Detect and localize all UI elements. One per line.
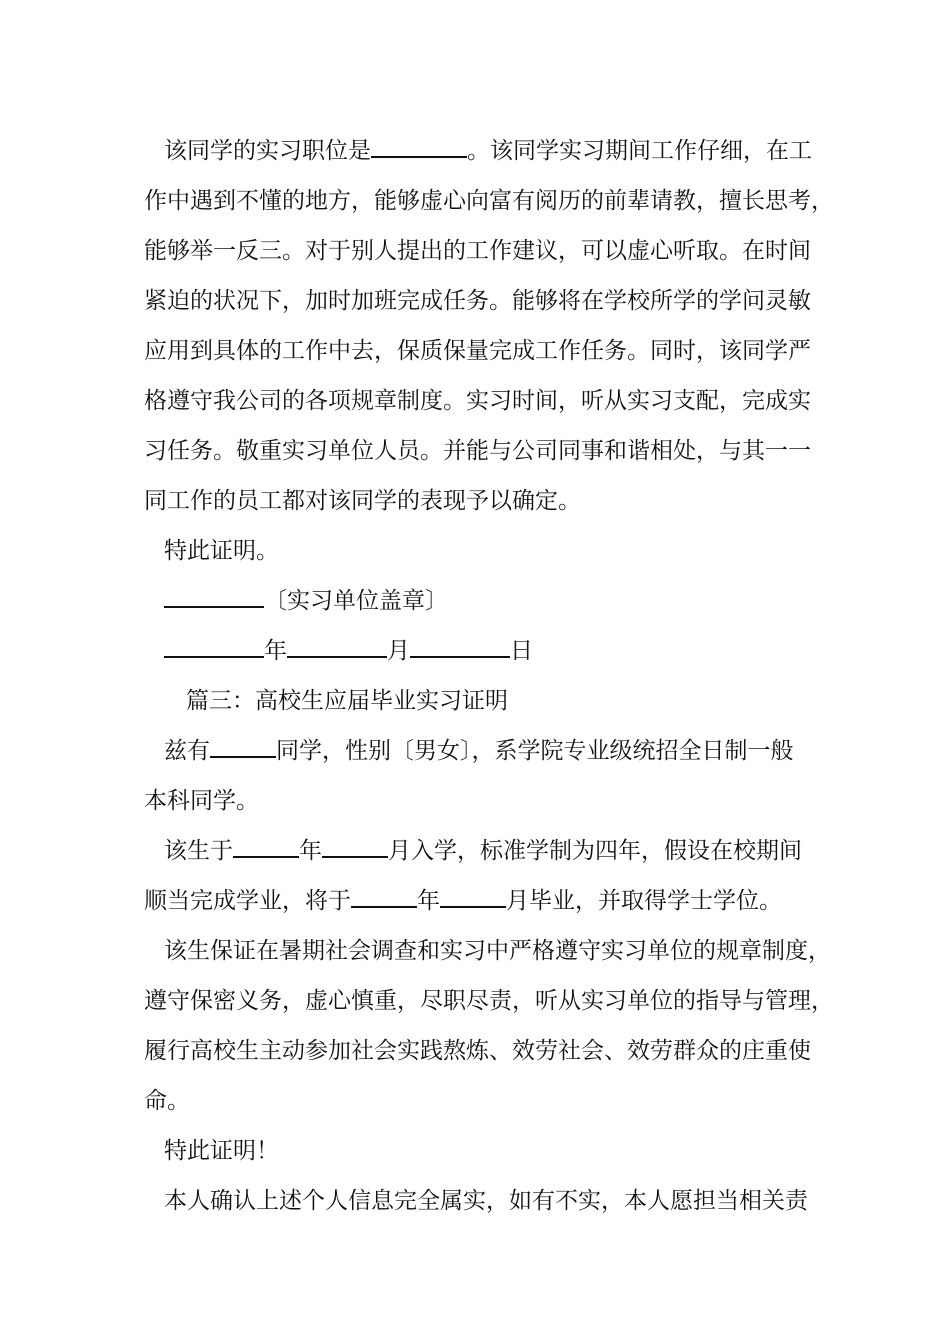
text-segment: 年 bbox=[299, 838, 322, 864]
paragraph-line: 同工作的员工都对该同学的表现予以确定。 bbox=[144, 488, 581, 514]
paragraph-line: 本人确认上述个人信息完全属实，如有不实，本人愿担当相关责 bbox=[164, 1188, 808, 1214]
blank-field bbox=[371, 136, 467, 158]
paragraph-line: 紧迫的状况下，加时加班完成任务。能够将在学校所学的学问灵敏 bbox=[144, 288, 811, 314]
paragraph-line: 该生保证在暑期社会调查和实习中严格遵守实习单位的规章制度， bbox=[164, 938, 831, 964]
blank-field bbox=[233, 836, 299, 858]
paragraph-line: 应用到具体的工作中去，保质保量完成工作任务。同时，该同学严 bbox=[144, 338, 811, 364]
paragraph-line bbox=[164, 136, 812, 166]
closing-statement: 特此证明。 bbox=[164, 538, 279, 564]
paragraph-line: 作中遇到不懂的地方，能够虚心向富有阅历的前辈请教，擅长思考， bbox=[144, 188, 834, 214]
blank-field bbox=[164, 586, 264, 608]
blank-field bbox=[440, 886, 506, 908]
paragraph-line: 履行高校生主动参加社会实践熬炼、效劳社会、效劳群众的庄重使 bbox=[144, 1038, 811, 1064]
paragraph-line bbox=[144, 886, 782, 916]
text-segment: 月毕业，并取得学士学位。 bbox=[506, 888, 782, 914]
date-line bbox=[164, 636, 533, 666]
text-segment: 月入学，标准学制为四年，假设在校期间 bbox=[388, 838, 802, 864]
year-label: 年 bbox=[264, 638, 287, 664]
paragraph-line: 遵守保密义务，虚心慎重，尽职尽责，听从实习单位的指导与管理， bbox=[144, 988, 834, 1014]
closing-statement: 特此证明！ bbox=[164, 1138, 279, 1164]
text-segment: 该同学的实习职位是 bbox=[164, 138, 371, 164]
paragraph-line bbox=[164, 836, 802, 866]
paragraph-line: 格遵守我公司的各项规章制度。实习时间，听从实习支配，完成实 bbox=[144, 388, 811, 414]
paragraph-line: 能够举一反三。对于别人提出的工作建议，可以虚心听取。在时间 bbox=[144, 238, 811, 264]
paragraph-line: 命。 bbox=[144, 1088, 190, 1114]
text-segment: 同学，性别〔男女〕，系学院专业级统招全日制一般 bbox=[276, 738, 794, 764]
text-segment: 该生于 bbox=[164, 838, 233, 864]
paragraph-line: 本科同学。 bbox=[144, 788, 259, 814]
text-segment: 兹有 bbox=[164, 738, 210, 764]
seal-line bbox=[164, 586, 448, 616]
text-segment: 顺当完成学业，将于 bbox=[144, 888, 351, 914]
day-blank bbox=[410, 636, 510, 658]
paragraph-line bbox=[164, 736, 794, 766]
blank-field bbox=[210, 736, 276, 758]
blank-field bbox=[351, 886, 417, 908]
paragraph-line: 习任务。敬重实习单位人员。并能与公司同事和谐相处，与其一一 bbox=[144, 438, 811, 464]
section-heading: 篇三：高校生应届毕业实习证明 bbox=[186, 688, 508, 714]
seal-label: 〔实习单位盖章〕 bbox=[264, 588, 448, 614]
text-segment: 年 bbox=[417, 888, 440, 914]
month-label: 月 bbox=[387, 638, 410, 664]
blank-field bbox=[322, 836, 388, 858]
year-blank bbox=[164, 636, 264, 658]
day-label: 日 bbox=[510, 638, 533, 664]
month-blank bbox=[287, 636, 387, 658]
text-segment: 。该同学实习期间工作仔细，在工 bbox=[467, 138, 812, 164]
